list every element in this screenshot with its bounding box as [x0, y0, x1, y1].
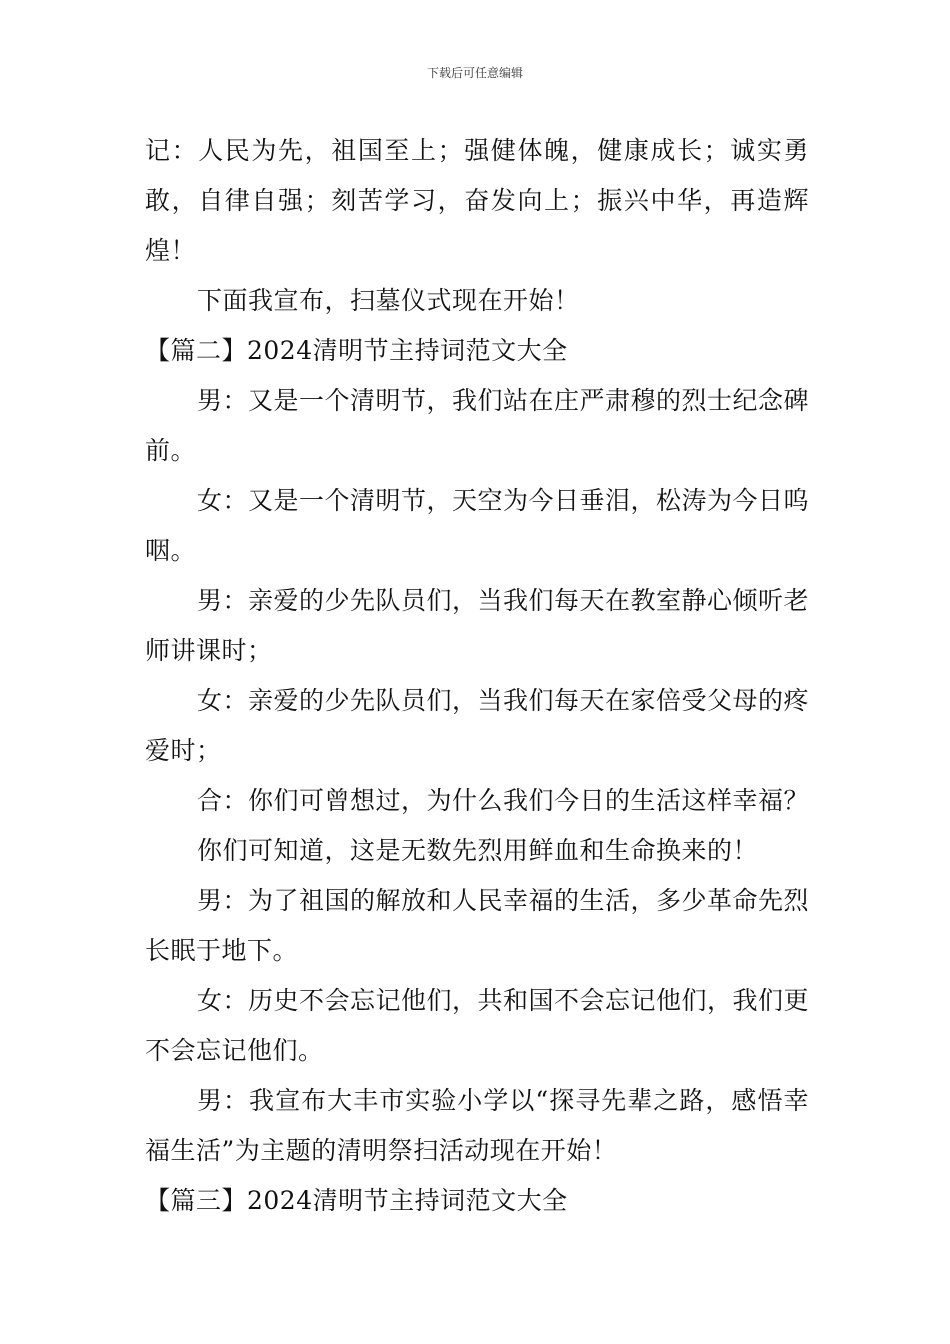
paragraph-ceremony-start: 下面我宣布，扫墓仪式现在开始！ — [197, 286, 580, 315]
paragraph-male-2: 男：亲爱的少先队员们，当我们每天在教室静心倾听老师讲课时； — [145, 586, 810, 665]
paragraph-together-1: 合：你们可曾想过，为什么我们今日的生活这样幸福？ — [197, 786, 810, 815]
paragraph-together-2: 你们可知道，这是无数先烈用鲜血和生命换来的！ — [197, 836, 759, 865]
paragraph-female-2: 女：亲爱的少先队员们，当我们每天在家倍受父母的疼爱时； — [145, 686, 810, 765]
paragraph-male-3: 男：为了祖国的解放和人民幸福的生活，多少革命先烈长眠于地下。 — [145, 886, 810, 965]
paragraph-oath-ending: 记：人民为先，祖国至上；强健体魄，健康成长；诚实勇敢，自律自强；刻苦学习，奋发向上；振兴中华，再造辉煌！ — [145, 136, 809, 265]
paragraph-female-1: 女：又是一个清明节，天空为今日垂泪，松涛为今日呜咽。 — [145, 486, 810, 565]
paragraph-male-4: 男：我宣布大丰市实验小学以“探寻先辈之路，感悟幸福生活”为主题的清明祭扫活动现在开始！ — [145, 1086, 809, 1165]
paragraph-female-3: 女：历史不会忘记他们，共和国不会忘记他们，我们更不会忘记他们。 — [145, 986, 810, 1065]
header-note: 下载后可任意编辑 — [426, 66, 523, 80]
document-body — [145, 126, 809, 1226]
paragraph-male-1: 男：又是一个清明节，我们站在庄严肃穆的烈士纪念碑前。 — [145, 386, 810, 465]
section-heading-part-three: 【篇三】2024清明节主持词范文大全 — [145, 1186, 568, 1215]
section-heading-part-two: 【篇二】2024清明节主持词范文大全 — [145, 336, 568, 365]
